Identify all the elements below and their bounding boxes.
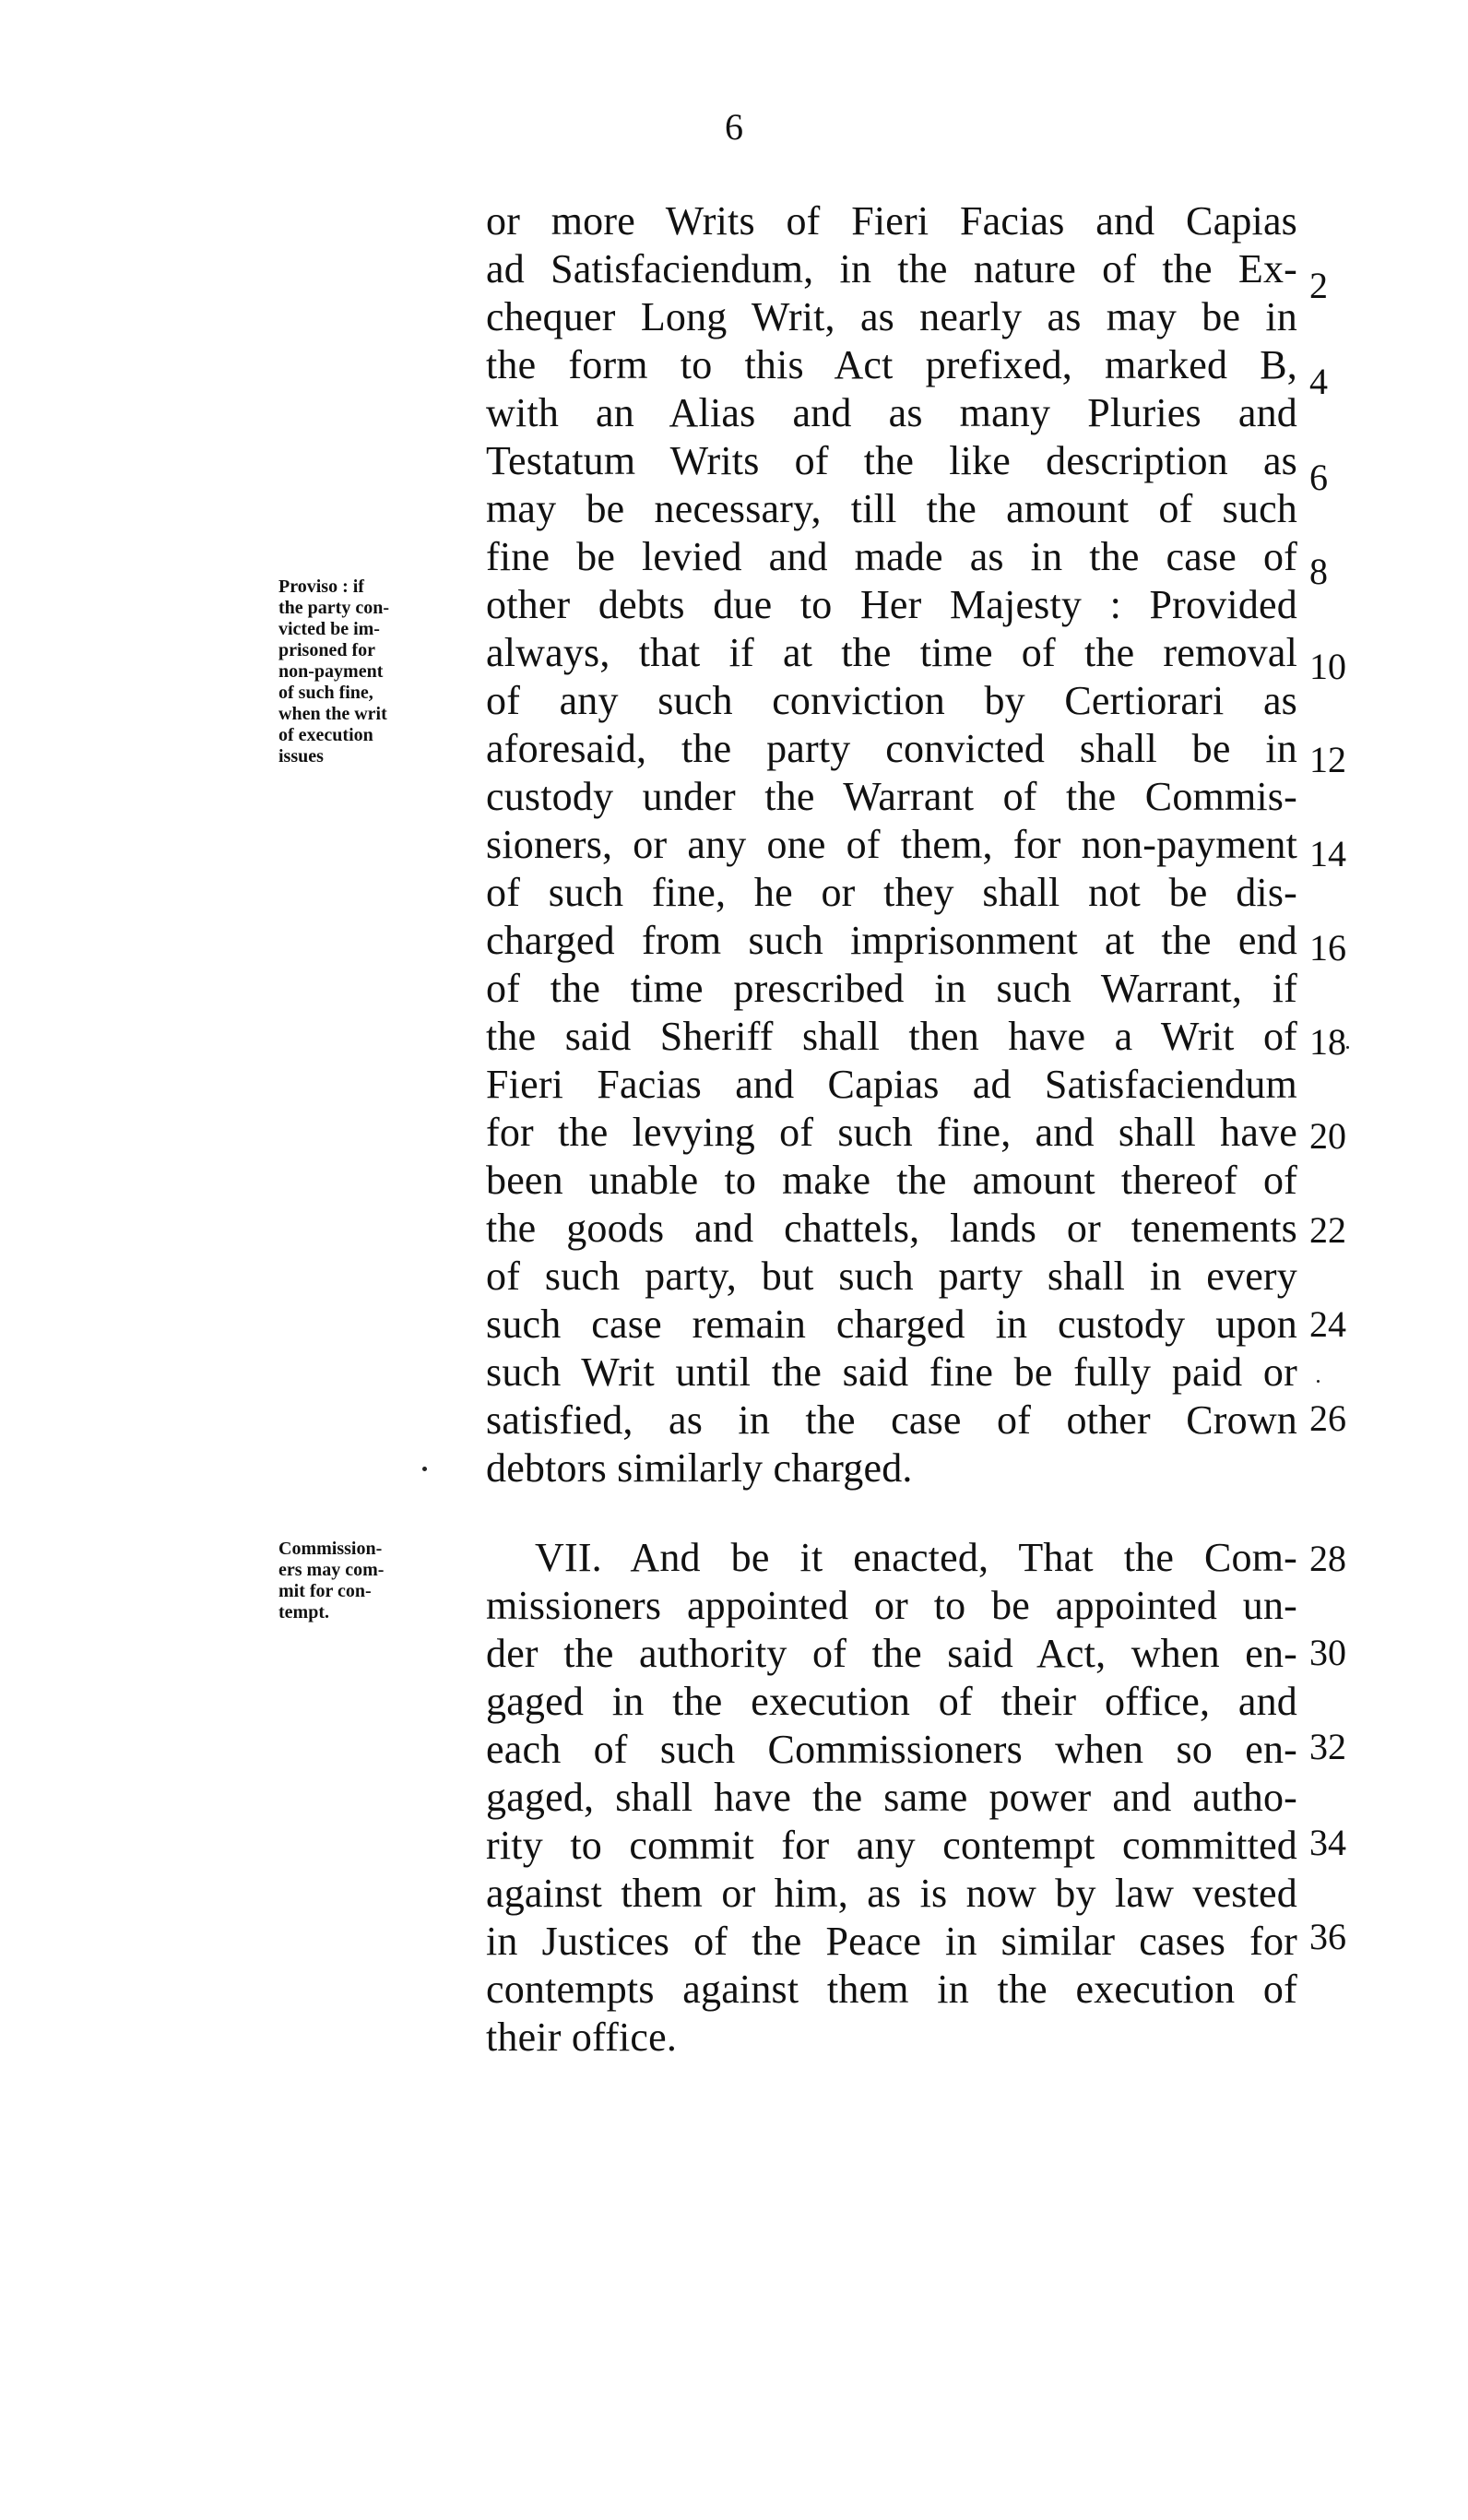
line-number: 26 bbox=[1309, 1397, 1346, 1439]
body-line: gaged, shall have the same power and autho- bbox=[486, 1775, 1297, 1820]
body-line: charged from such imprisonment at the end bbox=[486, 918, 1297, 963]
line-number: 30 bbox=[1309, 1632, 1346, 1673]
body-line: for the levying of such fine, and shall have bbox=[486, 1110, 1297, 1155]
body-line: may be necessary, till the amount of such bbox=[486, 486, 1297, 531]
body-line: or more Writs of Fieri Facias and Capias bbox=[486, 198, 1297, 244]
line-number: 8 bbox=[1309, 551, 1328, 592]
body-line: ad Satisfaciendum, in the nature of the Ex- bbox=[486, 246, 1297, 291]
margin-note-line: mit for con- bbox=[278, 1581, 372, 1601]
margin-note-line: tempt. bbox=[278, 1602, 329, 1623]
body-line: such case remain charged in custody upon bbox=[486, 1302, 1297, 1347]
body-line: been unable to make the amount thereof of bbox=[486, 1158, 1297, 1203]
print-speck bbox=[1346, 1046, 1349, 1049]
body-line: debtors similarly charged. bbox=[486, 1445, 913, 1491]
body-line: with an Alias and as many Pluries and bbox=[486, 390, 1297, 435]
line-number: 24 bbox=[1309, 1303, 1346, 1345]
line-number: 36 bbox=[1309, 1916, 1346, 1957]
body-line: contempts against them in the execution of bbox=[486, 1967, 1297, 2012]
body-line: the form to this Act prefixed, marked B, bbox=[486, 342, 1297, 387]
margin-note-commissioners bbox=[278, 1539, 472, 1623]
print-speck bbox=[1317, 1380, 1320, 1383]
body-line: their office. bbox=[486, 2015, 678, 2060]
margin-note-line: prisoned for bbox=[278, 640, 375, 660]
margin-note-line: ers may com- bbox=[278, 1560, 385, 1580]
body-line: always, that if at the time of the removal bbox=[486, 630, 1297, 675]
body-line: aforesaid, the party convicted shall be in bbox=[486, 726, 1297, 771]
body-line: gaged in the execution of their office, and bbox=[486, 1679, 1297, 1724]
body-line: Testatum Writs of the like description as bbox=[486, 438, 1297, 483]
line-number: 20 bbox=[1309, 1115, 1346, 1157]
line-number: 34 bbox=[1309, 1822, 1346, 1863]
body-line: of any such conviction by Certiorari as bbox=[486, 678, 1297, 723]
line-number: 22 bbox=[1309, 1209, 1346, 1251]
line-number: 2 bbox=[1309, 265, 1328, 306]
body-line: fine be levied and made as in the case of bbox=[486, 534, 1297, 579]
body-line: of such party, but such party shall in every bbox=[486, 1254, 1297, 1299]
body-line: rity to commit for any contempt committed bbox=[486, 1823, 1297, 1868]
body-line: of such fine, he or they shall not be dis- bbox=[486, 870, 1297, 915]
margin-note-line: of such fine, bbox=[278, 683, 373, 703]
body-line: in Justices of the Peace in similar cases for bbox=[486, 1919, 1297, 1964]
line-number: 14 bbox=[1309, 833, 1346, 874]
print-speck bbox=[422, 1467, 427, 1471]
body-line: missioners appointed or to be appointed un- bbox=[486, 1583, 1297, 1628]
line-number: 28 bbox=[1309, 1538, 1346, 1579]
margin-note-line: issues bbox=[278, 746, 324, 767]
line-number: 32 bbox=[1309, 1726, 1346, 1767]
margin-note-line: of execution bbox=[278, 725, 373, 745]
margin-note-line: the party con- bbox=[278, 598, 389, 618]
line-number: 18 bbox=[1309, 1021, 1346, 1063]
line-number: 6 bbox=[1309, 457, 1328, 498]
body-line: satisfied, as in the case of other Crown bbox=[486, 1397, 1297, 1443]
line-number: 10 bbox=[1309, 646, 1346, 687]
body-line: chequer Long Writ, as nearly as may be in bbox=[486, 294, 1297, 339]
body-line: the goods and chattels, lands or tenements bbox=[486, 1206, 1297, 1251]
line-number: 12 bbox=[1309, 739, 1346, 780]
section-heading-line: VII. And be it enacted, That the Com- bbox=[535, 1535, 1297, 1580]
margin-note-line: Proviso : if bbox=[278, 577, 364, 597]
body-line: each of such Commissioners when so en- bbox=[486, 1727, 1297, 1772]
margin-note-line: when the writ bbox=[278, 704, 387, 724]
body-line: against them or him, as is now by law vested bbox=[486, 1871, 1297, 1916]
margin-note-line: victed be im- bbox=[278, 619, 380, 639]
margin-note-line: non-payment bbox=[278, 661, 384, 682]
line-number: 16 bbox=[1309, 927, 1346, 969]
body-line: Fieri Facias and Capias ad Satisfaciendum bbox=[486, 1062, 1297, 1107]
line-number: 4 bbox=[1309, 361, 1328, 402]
body-line: of the time prescribed in such Warrant, if bbox=[486, 966, 1297, 1011]
body-line: der the authority of the said Act, when en- bbox=[486, 1631, 1297, 1676]
body-line: the said Sheriff shall then have a Writ of bbox=[486, 1014, 1297, 1059]
margin-note-line: Commission- bbox=[278, 1539, 383, 1559]
body-line: sioners, or any one of them, for non-payment bbox=[486, 822, 1297, 867]
body-line: custody under the Warrant of the Commis- bbox=[486, 774, 1297, 819]
page-number: 6 bbox=[725, 106, 743, 148]
margin-note-proviso bbox=[278, 577, 472, 767]
body-line: other debts due to Her Majesty : Provided bbox=[486, 582, 1297, 627]
body-line: such Writ until the said fine be fully paid or bbox=[486, 1349, 1297, 1395]
